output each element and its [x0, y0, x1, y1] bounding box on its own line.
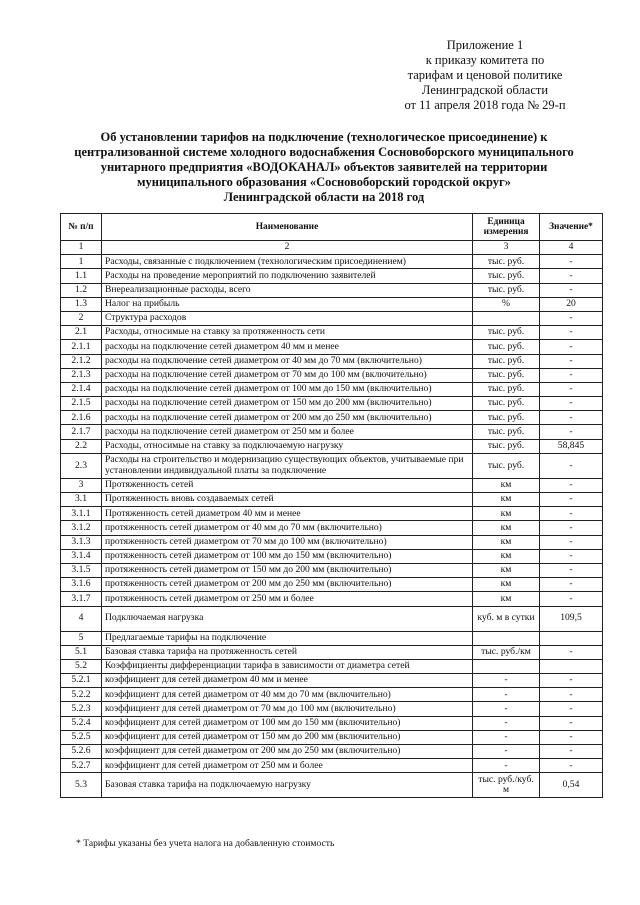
table-row — [61, 269, 603, 283]
row-num: 2.1.6 — [61, 411, 102, 425]
appendix-line: Ленинградской области — [421, 83, 549, 97]
row-name: коэффициент для сетей диаметром от 40 мм до 70 мм (включительно) — [102, 688, 473, 702]
row-value: 20 — [540, 297, 603, 311]
row-unit: км — [473, 592, 540, 606]
row-unit: км — [473, 521, 540, 535]
row-unit: - — [473, 745, 540, 759]
header-value: Значение* — [540, 214, 603, 241]
appendix-line: от 11 апреля 2018 года № 29-п — [404, 98, 566, 112]
header-name: Наименование — [102, 214, 473, 241]
table-row — [61, 716, 603, 730]
row-num: 1.3 — [61, 297, 102, 311]
row-value: - — [540, 645, 603, 659]
table-row — [61, 659, 603, 673]
row-value: - — [540, 283, 603, 297]
row-value: - — [540, 255, 603, 269]
appendix-line: тарифам и ценовой политике — [407, 68, 563, 82]
table-row — [61, 311, 603, 325]
table-row — [61, 535, 603, 549]
row-num: 5.2.5 — [61, 730, 102, 744]
row-unit: км — [473, 578, 540, 592]
index-cell: 1 — [61, 241, 102, 255]
row-name: расходы на подключение сетей диаметром от 100 мм до 150 мм (включительно) — [102, 382, 473, 396]
table-row — [61, 578, 603, 592]
footnote: * Тарифы указаны без учета налога на добавленную стоимость — [76, 838, 335, 849]
row-unit: км — [473, 563, 540, 577]
row-value — [540, 631, 603, 645]
row-name: расходы на подключение сетей диаметром от 200 мм до 250 мм (включительно) — [102, 411, 473, 425]
row-num: 3.1.6 — [61, 578, 102, 592]
row-num: 3.1.7 — [61, 592, 102, 606]
row-name: Налог на прибыль — [102, 297, 473, 311]
row-value: - — [540, 354, 603, 368]
row-value: - — [540, 674, 603, 688]
appendix-line: Приложение 1 — [446, 38, 524, 52]
row-num: 5.3 — [61, 773, 102, 798]
table-row — [61, 493, 603, 507]
row-value: - — [540, 563, 603, 577]
row-value: 109,5 — [540, 606, 603, 631]
row-unit: тыс. руб. — [473, 340, 540, 354]
row-name: коэффициент для сетей диаметром от 70 мм до 100 мм (включительно) — [102, 702, 473, 716]
row-name: коэффициент для сетей диаметром 40 мм и менее — [102, 674, 473, 688]
title-line: унитарного предприятия «ВОДОКАНАЛ» объектов заявителей на территории — [100, 160, 548, 174]
table-row — [61, 674, 603, 688]
row-name: протяженность сетей диаметром от 70 мм до 100 мм (включительно) — [102, 535, 473, 549]
table-row — [61, 549, 603, 563]
row-name: коэффициент для сетей диаметром от 250 мм и более — [102, 759, 473, 773]
row-unit: куб. м в сутки — [473, 606, 540, 631]
row-unit: - — [473, 688, 540, 702]
table-row — [61, 255, 603, 269]
title-line: Об установлении тарифов на подключение (технологическое присоединение) к — [100, 130, 548, 144]
row-name: Протяженность сетей диаметром 40 мм и менее — [102, 507, 473, 521]
row-unit: км — [473, 493, 540, 507]
row-num: 5.2.1 — [61, 674, 102, 688]
row-num: 1 — [61, 255, 102, 269]
table-body — [61, 241, 603, 798]
row-name: Расходы, относимые на ставку за подключаемую нагрузку — [102, 439, 473, 453]
row-value: - — [540, 716, 603, 730]
row-unit: тыс. руб. — [473, 382, 540, 396]
row-num: 3.1.3 — [61, 535, 102, 549]
table-row — [61, 326, 603, 340]
row-name: расходы на подключение сетей диаметром от 150 мм до 200 мм (включительно) — [102, 397, 473, 411]
row-unit: - — [473, 702, 540, 716]
row-value: - — [540, 578, 603, 592]
row-value: - — [540, 368, 603, 382]
row-num: 5.2 — [61, 659, 102, 673]
row-value: - — [540, 453, 603, 478]
row-unit: - — [473, 759, 540, 773]
row-unit: % — [473, 297, 540, 311]
table-row — [61, 688, 603, 702]
table-row — [61, 773, 603, 798]
row-name: Структура расходов — [102, 311, 473, 325]
table-row — [61, 759, 603, 773]
row-value: - — [540, 340, 603, 354]
row-num: 2.1 — [61, 326, 102, 340]
row-value: - — [540, 269, 603, 283]
table-row — [61, 354, 603, 368]
row-value: - — [540, 507, 603, 521]
row-unit — [473, 659, 540, 673]
row-value: 0,54 — [540, 773, 603, 798]
table-row — [61, 340, 603, 354]
row-value: 58,845 — [540, 439, 603, 453]
row-num: 5 — [61, 631, 102, 645]
row-unit: - — [473, 674, 540, 688]
row-name: расходы на подключение сетей диаметром 40 мм и менее — [102, 340, 473, 354]
table-row — [61, 507, 603, 521]
appendix-line: к приказу комитета по — [425, 53, 545, 67]
row-unit — [473, 631, 540, 645]
row-name: протяженность сетей диаметром от 250 мм и более — [102, 592, 473, 606]
table-row — [61, 368, 603, 382]
row-num: 1.2 — [61, 283, 102, 297]
table-row — [61, 563, 603, 577]
row-num: 2.1.5 — [61, 397, 102, 411]
index-cell: 2 — [102, 241, 473, 255]
row-unit: км — [473, 507, 540, 521]
row-num: 5.1 — [61, 645, 102, 659]
table-row — [61, 283, 603, 297]
row-name: коэффициент для сетей диаметром от 200 мм до 250 мм (включительно) — [102, 745, 473, 759]
row-value: - — [540, 688, 603, 702]
row-num: 3.1.5 — [61, 563, 102, 577]
row-name: Расходы, относимые на ставку за протяженность сети — [102, 326, 473, 340]
header-num: № п/п — [61, 214, 102, 241]
row-value: - — [540, 326, 603, 340]
row-name: расходы на подключение сетей диаметром от 40 мм до 70 мм (включительно) — [102, 354, 473, 368]
row-unit: тыс. руб. — [473, 425, 540, 439]
row-name: Протяженность вновь создаваемых сетей — [102, 493, 473, 507]
row-value: - — [540, 411, 603, 425]
table-row — [61, 439, 603, 453]
row-name: Протяженность сетей — [102, 478, 473, 492]
index-row — [61, 241, 603, 255]
row-unit: км — [473, 535, 540, 549]
row-unit: тыс. руб. — [473, 368, 540, 382]
table-row — [61, 631, 603, 645]
table-row — [61, 702, 603, 716]
row-name: коэффициент для сетей диаметром от 100 мм до 150 мм (включительно) — [102, 716, 473, 730]
row-num: 2.2 — [61, 439, 102, 453]
table-row — [61, 297, 603, 311]
row-num: 2.1.2 — [61, 354, 102, 368]
row-name: протяженность сетей диаметром от 40 мм до 70 мм (включительно) — [102, 521, 473, 535]
row-unit: тыс. руб. — [473, 354, 540, 368]
row-value: - — [540, 493, 603, 507]
index-cell: 3 — [473, 241, 540, 255]
row-value: - — [540, 425, 603, 439]
row-name: Базовая ставка тарифа на подключаемую нагрузку — [102, 773, 473, 798]
row-num: 3 — [61, 478, 102, 492]
title-line: муниципального образования «Сосновоборский городской округ» — [137, 175, 511, 189]
row-value: - — [540, 730, 603, 744]
row-unit: тыс. руб. — [473, 439, 540, 453]
table-header-row — [61, 214, 603, 241]
row-unit: км — [473, 478, 540, 492]
document-title — [40, 130, 608, 205]
table-row — [61, 521, 603, 535]
row-num: 2.1.1 — [61, 340, 102, 354]
row-value: - — [540, 311, 603, 325]
row-value: - — [540, 549, 603, 563]
row-name: коэффициент для сетей диаметром от 150 мм до 200 мм (включительно) — [102, 730, 473, 744]
row-num: 2 — [61, 311, 102, 325]
row-name: Коэффициенты дифференциации тарифа в зависимости от диаметра сетей — [102, 659, 473, 673]
title-line: централизованной системе холодного водоснабжения Сосновоборского муниципального — [74, 145, 574, 159]
table-row — [61, 397, 603, 411]
row-name: Базовая ставка тарифа на протяженность сетей — [102, 645, 473, 659]
row-name: Расходы, связанные с подключением (технологическим присоединением) — [102, 255, 473, 269]
row-unit: тыс. руб. — [473, 255, 540, 269]
row-value: - — [540, 478, 603, 492]
table-row — [61, 592, 603, 606]
row-name: протяженность сетей диаметром от 150 мм до 200 мм (включительно) — [102, 563, 473, 577]
row-num: 4 — [61, 606, 102, 631]
row-num: 2.3 — [61, 453, 102, 478]
row-name: Расходы на строительство и модернизацию существующих объектов, учитываемые при установлении индивидуальной платы за подключение — [102, 453, 473, 478]
header-unit: Единица измерения — [473, 214, 540, 241]
table-row — [61, 745, 603, 759]
row-num: 5.2.7 — [61, 759, 102, 773]
row-value: - — [540, 592, 603, 606]
table-row — [61, 382, 603, 396]
row-value: - — [540, 521, 603, 535]
row-unit: тыс. руб. — [473, 326, 540, 340]
table-row — [61, 453, 603, 478]
row-unit — [473, 311, 540, 325]
row-value: - — [540, 382, 603, 396]
row-unit: тыс. руб. — [473, 397, 540, 411]
table-row — [61, 730, 603, 744]
row-unit: тыс. руб. — [473, 283, 540, 297]
row-num: 3.1.2 — [61, 521, 102, 535]
row-unit: - — [473, 716, 540, 730]
title-line: Ленинградской области на 2018 год — [223, 190, 425, 204]
row-name: расходы на подключение сетей диаметром от 250 мм и более — [102, 425, 473, 439]
row-unit: тыс. руб. — [473, 453, 540, 478]
row-value: - — [540, 759, 603, 773]
row-num: 3.1 — [61, 493, 102, 507]
row-name: протяженность сетей диаметром от 200 мм до 250 мм (включительно) — [102, 578, 473, 592]
table-row — [61, 606, 603, 631]
row-value: - — [540, 535, 603, 549]
row-value — [540, 659, 603, 673]
row-num: 1.1 — [61, 269, 102, 283]
row-value: - — [540, 397, 603, 411]
row-unit: тыс. руб. — [473, 411, 540, 425]
row-name: протяженность сетей диаметром от 100 мм до 150 мм (включительно) — [102, 549, 473, 563]
row-unit: тыс. руб./км — [473, 645, 540, 659]
index-cell: 4 — [540, 241, 603, 255]
row-unit: тыс. руб. — [473, 269, 540, 283]
row-name: расходы на подключение сетей диаметром от 70 мм до 100 мм (включительно) — [102, 368, 473, 382]
row-name: Внереализационные расходы, всего — [102, 283, 473, 297]
tariff-table — [60, 213, 603, 798]
row-name: Предлагаемые тарифы на подключение — [102, 631, 473, 645]
row-num: 3.1.1 — [61, 507, 102, 521]
appendix-block — [360, 38, 610, 113]
row-unit: - — [473, 730, 540, 744]
row-unit: тыс. руб./куб. м — [473, 773, 540, 798]
row-num: 2.1.3 — [61, 368, 102, 382]
table-row — [61, 645, 603, 659]
row-num: 5.2.3 — [61, 702, 102, 716]
row-value: - — [540, 745, 603, 759]
row-value: - — [540, 702, 603, 716]
row-name: Расходы на проведение мероприятий по подключению заявителей — [102, 269, 473, 283]
row-num: 3.1.4 — [61, 549, 102, 563]
table-row — [61, 478, 603, 492]
row-num: 2.1.7 — [61, 425, 102, 439]
row-num: 5.2.6 — [61, 745, 102, 759]
table-row — [61, 411, 603, 425]
row-num: 5.2.2 — [61, 688, 102, 702]
row-num: 2.1.4 — [61, 382, 102, 396]
row-num: 5.2.4 — [61, 716, 102, 730]
row-name: Подключаемая нагрузка — [102, 606, 473, 631]
table-row — [61, 425, 603, 439]
row-unit: км — [473, 549, 540, 563]
